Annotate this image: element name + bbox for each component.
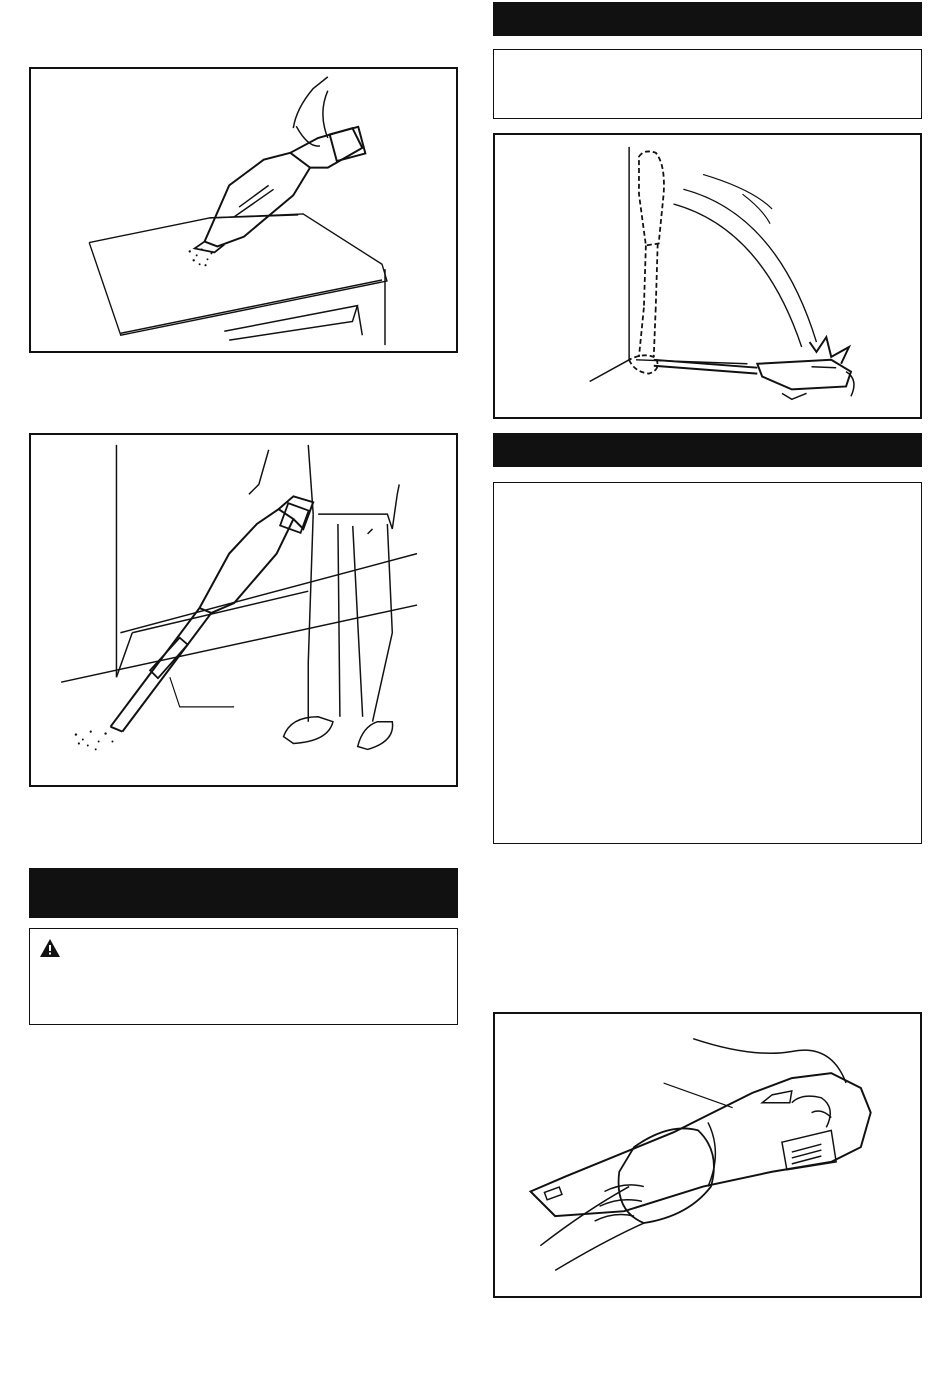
note-box-right-top bbox=[493, 49, 922, 119]
figure-table-cleaning bbox=[29, 67, 458, 353]
figure-floor-cleaning bbox=[29, 433, 458, 787]
table-cleaning-illustration bbox=[31, 69, 456, 351]
section-heading-right-top bbox=[493, 2, 922, 36]
section-heading-left bbox=[29, 868, 458, 918]
floor-cleaning-illustration bbox=[31, 435, 456, 785]
warning-triangle-icon bbox=[40, 939, 60, 957]
figure-wiping-vacuum bbox=[493, 1012, 922, 1298]
wiping-vacuum-illustration bbox=[495, 1014, 920, 1296]
falling-vacuum-illustration bbox=[495, 135, 920, 417]
warning-box bbox=[29, 928, 458, 1025]
section-heading-right-mid bbox=[493, 433, 922, 467]
figure-falling-vacuum bbox=[493, 133, 922, 419]
note-box-right-mid bbox=[493, 482, 922, 844]
